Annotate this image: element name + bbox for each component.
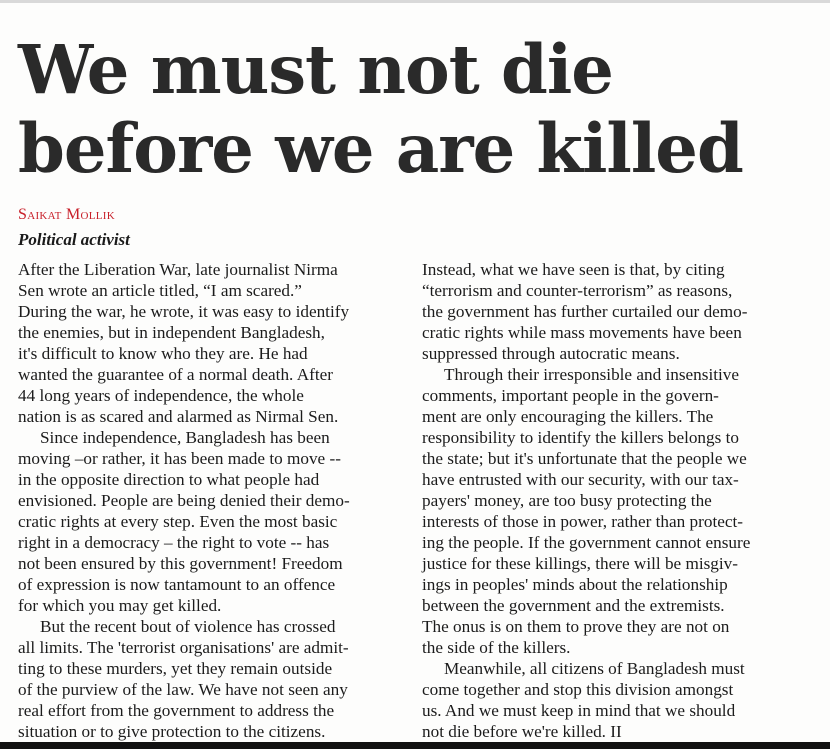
text-line: During the war, he wrote, it was easy to identify [18,302,350,321]
text-line: the government has further curtailed our demo- [422,302,748,321]
text-line: situation or to give protection to the citizens. [18,722,326,741]
text-line: the state; but it's unfortunate that the people we [422,449,747,468]
text-line: us. And we must keep in mind that we should [422,701,736,720]
text-line: ing the people. If the government cannot ensure [422,533,751,552]
text-line: moving –or rather, it has been made to move -- [18,449,341,468]
text-line: it's difficult to know who they are. He had [18,344,308,363]
text-line: The onus is on them to prove they are not on [422,617,730,636]
left-column [18,259,410,742]
text-line: right in a democracy – the right to vote -- has [18,533,330,552]
text-line: ings in peoples' minds about the relationship [422,575,728,594]
text-line: not die before we're killed. II [422,722,622,741]
text-line: have entrusted with our security, with our tax- [422,470,739,489]
right-column [422,259,817,742]
text-line: wanted the guarantee of a normal death. After [18,365,333,384]
text-line: Sen wrote an article titled, “I am scared.” [18,281,302,300]
headline [18,30,818,188]
author-byline: Saikat Mollik [18,206,116,223]
text-line: real effort from the government to address the [18,701,335,720]
text-line: in the opposite direction to what people had [18,470,320,489]
text-line: the side of the killers. [422,638,571,657]
text-line: comments, important people in the govern- [422,386,719,405]
text-line: Instead, what we have seen is that, by citing [422,260,725,279]
bottom-rule [0,742,830,749]
text-line: 44 long years of independence, the whole [18,386,304,405]
top-rule [0,0,830,3]
text-line: responsibility to identify the killers belongs to [422,428,739,447]
text-line: for which you may get killed. [18,596,222,615]
paragraph-start-line: Since independence, Bangladesh has been [40,428,330,447]
text-line: payers' money, are too busy protecting the [422,491,712,510]
text-line: “terrorism and counter-terrorism” as reasons, [422,281,733,300]
text-line: of the purview of the law. We have not seen any [18,680,348,699]
text-line: of expression is now tantamount to an offence [18,575,336,594]
paragraph-start-line: Meanwhile, all citizens of Bangladesh must [444,659,745,678]
text-line: nation is as scared and alarmed as Nirmal Sen. [18,407,339,426]
text-line: between the government and the extremists. [422,596,725,615]
text-line: envisioned. People are being denied their demo- [18,491,350,510]
text-line: ting to these murders, yet they remain outside [18,659,333,678]
text-line: cratic rights at every step. Even the most basic [18,512,338,531]
author-role: Political activist [18,230,130,249]
text-line: cratic rights while mass movements have been [422,323,742,342]
paragraph-start-line: But the recent bout of violence has crossed [40,617,336,636]
text-line: ment are only encouraging the killers. The [422,407,714,426]
text-line: all limits. The 'terrorist organisations' are admit- [18,638,349,657]
headline-line-1: We must not die [18,30,613,109]
text-line: not been ensured by this government! Freedom [18,554,343,573]
paragraph-start-line: Through their irresponsible and insensitive [444,365,739,384]
text-line: interests of those in power, rather than protect- [422,512,743,531]
text-line: After the Liberation War, late journalist Nirma [18,260,338,279]
text-line: come together and stop this division amongst [422,680,734,699]
text-line: suppressed through autocratic means. [422,344,680,363]
text-line: justice for these killings, there will be misgiv- [422,554,738,573]
headline-line-2: before we are killed [18,109,743,188]
text-line: the enemies, but in independent Bangladesh, [18,323,325,342]
